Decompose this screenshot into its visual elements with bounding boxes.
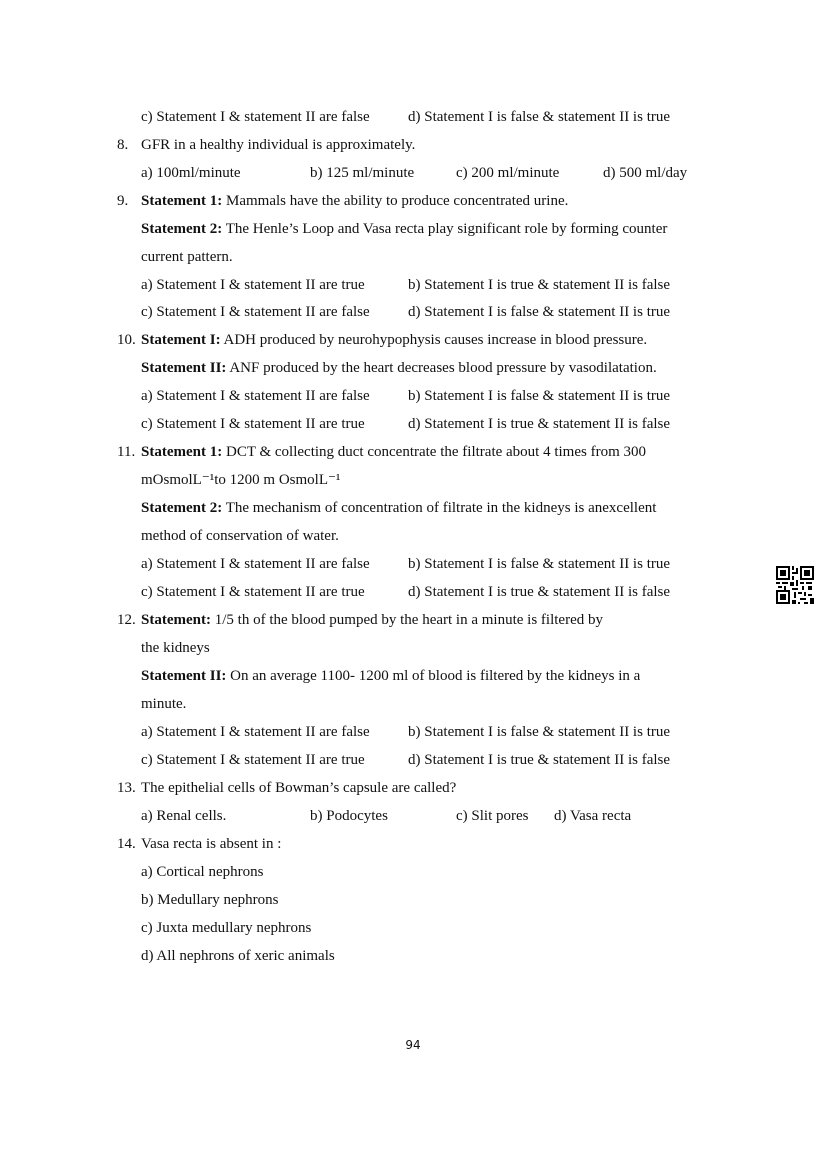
q12-statement-2-text: On an average 1100- 1200 ml of blood is filtered by the kidneys in a <box>226 668 641 684</box>
q12-number: 12. <box>117 612 136 628</box>
q9-option-b: b) Statement I is true & statement II is false <box>408 277 671 293</box>
q11-statement-1-cont: mOsmolL⁻¹to 1200 m OsmolL⁻¹ <box>141 472 341 488</box>
q12-statement-1-text: 1/5 th of the blood pumped by the heart in a minute is filtered by <box>210 612 603 628</box>
q9-statement-2 <box>141 220 667 238</box>
q11-option-c: c) Statement I & statement II are true <box>141 584 365 600</box>
q11-statement-2-cont: method of conservation of water. <box>141 528 339 544</box>
q13-option-c: c) Slit pores <box>456 808 529 824</box>
q11-number: 11. <box>117 444 136 460</box>
q11-option-a: a) Statement I & statement II are false <box>141 556 370 572</box>
q13-number: 13. <box>117 780 136 796</box>
q12-statement-1-label: Statement: <box>141 612 211 628</box>
q13-option-d: d) Vasa recta <box>554 808 632 824</box>
q11-statement-1 <box>141 443 646 461</box>
q11-statement-2-label: Statement 2: <box>141 500 223 516</box>
q12-statement-1-cont: the kidneys <box>141 640 210 656</box>
q9-statement-1-text: Mammals have the ability to produce concentrated urine. <box>222 193 569 209</box>
q12-option-b: b) Statement I is false & statement II is true <box>408 724 671 740</box>
q7-option-d: d) Statement I is false & statement II is true <box>408 109 671 125</box>
q11-option-b: b) Statement I is false & statement II is true <box>408 556 671 572</box>
q9-statement-2-cont: current pattern. <box>141 249 233 265</box>
q13-option-a: a) Renal cells. <box>141 808 227 824</box>
q10-number: 10. <box>117 332 136 348</box>
q7-option-c: c) Statement I & statement II are false <box>141 109 370 125</box>
q8-option-d: d) 500 ml/day <box>603 165 688 181</box>
q14-option-c: c) Juxta medullary nephrons <box>141 920 312 936</box>
q11-statement-2 <box>141 499 656 517</box>
q14-option-d: d) All nephrons of xeric animals <box>141 948 335 964</box>
q11-statement-2-text: The mechanism of concentration of filtrate in the kidneys is anexcellent <box>222 500 657 516</box>
q9-statement-1-label: Statement 1: <box>141 193 223 209</box>
q9-statement-2-text: The Henle’s Loop and Vasa recta play significant role by forming counter <box>222 221 668 237</box>
q9-statement-1 <box>141 192 568 210</box>
q14-number: 14. <box>117 836 136 852</box>
q11-statement-1-label: Statement 1: <box>141 444 223 460</box>
q14-question: Vasa recta is absent in : <box>141 836 282 852</box>
q10-option-c: c) Statement I & statement II are true <box>141 416 365 432</box>
q10-statement-2-label: Statement II: <box>141 360 227 376</box>
q8-option-a: a) 100ml/minute <box>141 165 241 181</box>
q12-option-c: c) Statement I & statement II are true <box>141 752 365 768</box>
q12-option-d: d) Statement I is true & statement II is false <box>408 752 671 768</box>
q8-number: 8. <box>117 137 129 153</box>
q10-statement-1 <box>141 331 647 349</box>
q10-statement-1-label: Statement I: <box>141 332 221 348</box>
q8-option-b: b) 125 ml/minute <box>310 165 415 181</box>
q12-statement-2-label: Statement II: <box>141 668 227 684</box>
q14-option-a: a) Cortical nephrons <box>141 864 264 880</box>
q13-question: The epithelial cells of Bowman’s capsule are called? <box>141 780 457 796</box>
q9-number: 9. <box>117 193 129 209</box>
q10-statement-2 <box>141 359 657 377</box>
q12-statement-1 <box>141 611 603 629</box>
q10-option-a: a) Statement I & statement II are false <box>141 388 370 404</box>
q11-option-d: d) Statement I is true & statement II is false <box>408 584 671 600</box>
q10-option-d: d) Statement I is true & statement II is false <box>408 416 671 432</box>
q9-option-a: a) Statement I & statement II are true <box>141 277 365 293</box>
q8-option-c: c) 200 ml/minute <box>456 165 560 181</box>
q8-question: GFR in a healthy individual is approximately. <box>141 137 416 153</box>
qr-code-icon <box>776 566 814 604</box>
q9-option-d: d) Statement I is false & statement II is true <box>408 304 671 320</box>
q10-statement-1-text: ADH produced by neurohypophysis causes increase in blood pressure. <box>220 332 648 348</box>
q9-statement-2-label: Statement 2: <box>141 221 223 237</box>
q9-option-c: c) Statement I & statement II are false <box>141 304 370 320</box>
q12-option-a: a) Statement I & statement II are false <box>141 724 370 740</box>
page-number: 94 <box>405 1038 421 1052</box>
q10-option-b: b) Statement I is false & statement II is true <box>408 388 671 404</box>
q12-statement-2-cont: minute. <box>141 696 187 712</box>
q14-option-b: b) Medullary nephrons <box>141 892 279 908</box>
q12-statement-2 <box>141 667 640 685</box>
q11-statement-1-text: DCT & collecting duct concentrate the filtrate about 4 times from 300 <box>222 444 646 460</box>
q10-statement-2-text: ANF produced by the heart decreases blood pressure by vasodilatation. <box>226 360 657 376</box>
q13-option-b: b) Podocytes <box>310 808 388 824</box>
